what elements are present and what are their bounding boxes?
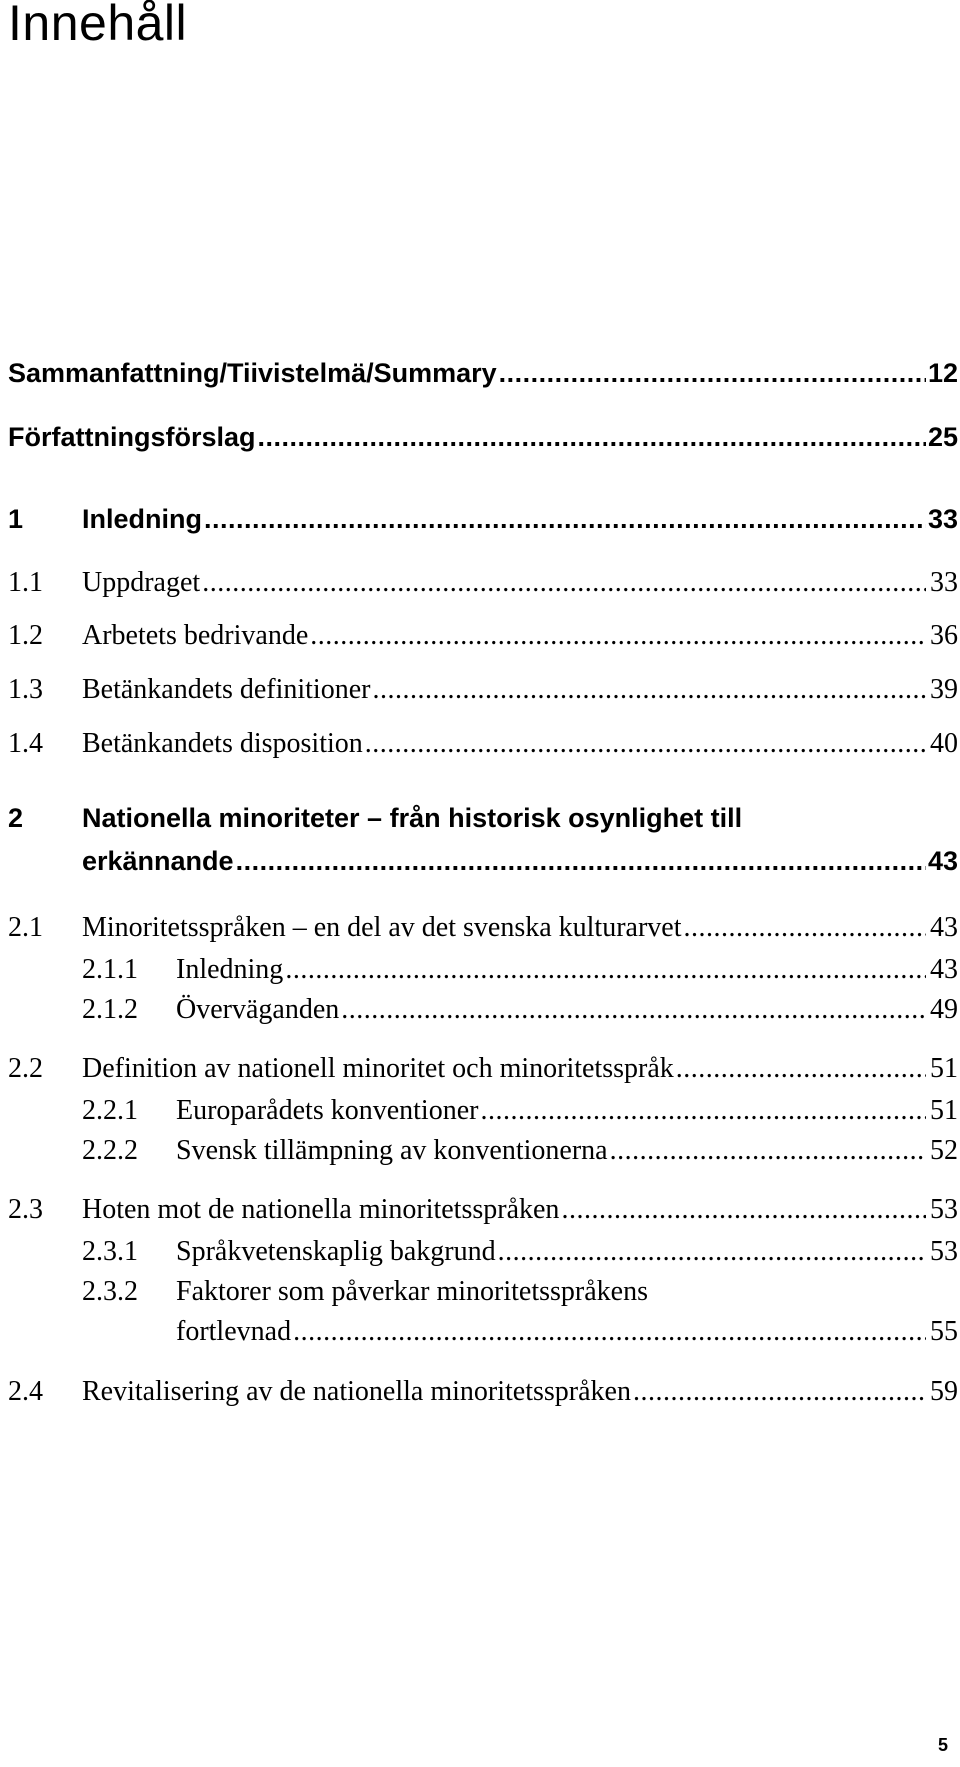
toc-entry-page: 53 [930, 1236, 958, 1267]
toc-entry-number: 1.3 [8, 674, 43, 705]
toc-entry-label: Sammanfattning/Tiivistelmä/Summary [8, 358, 497, 388]
toc-entry-label: Revitalisering av de nationella minoritetsspråken [82, 1376, 631, 1407]
toc-entry-page: 36 [930, 620, 958, 651]
toc-entry-page: 49 [930, 994, 958, 1025]
toc-entry-page: 55 [930, 1316, 958, 1347]
toc-entry-label-continuation: erkännande [82, 846, 234, 876]
toc-entry-number: 2.2.2 [82, 1135, 138, 1166]
toc-entry-2-3-2-continuation[interactable] [176, 1316, 958, 1360]
toc-entry-label: Minoritetsspråken – en del av det svenska kulturarvet [82, 912, 682, 943]
toc-leader-dots [480, 1095, 926, 1127]
toc-leader-dots [310, 620, 926, 652]
toc-entry-label: Definition av nationell minoritet och minoritetsspråk [82, 1053, 674, 1084]
toc-entry-page: 12 [927, 358, 958, 388]
toc-entry-page: 25 [927, 422, 958, 452]
toc-entry-number: 2.3 [8, 1194, 43, 1225]
toc-entry-1-3[interactable] [8, 674, 958, 718]
toc-leader-dots [236, 846, 926, 877]
toc-entry-number: 1.2 [8, 620, 43, 651]
toc-entry-number: 2.1.2 [82, 994, 138, 1025]
toc-entry-2-1-1[interactable] [82, 954, 958, 998]
toc-entry-label: Inledning [82, 504, 202, 534]
toc-entry-number: 2.1 [8, 912, 43, 943]
toc-entry-number: 1 [8, 504, 24, 534]
toc-entry-chapter-2[interactable] [8, 803, 958, 847]
toc-entry-2-3[interactable] [8, 1194, 958, 1238]
toc-entry-label: Europarådets konventioner [176, 1095, 479, 1126]
toc-entry-page: 33 [930, 567, 958, 598]
toc-leader-dots [610, 1135, 926, 1167]
toc-entry-label: Betänkandets definitioner [82, 674, 371, 705]
toc-entry-number: 2.3.2 [82, 1276, 138, 1307]
toc-entry-label-continuation: fortlevnad [176, 1316, 292, 1347]
toc-entry-2-3-2[interactable] [82, 1276, 958, 1320]
toc-entry-2-2-2[interactable] [82, 1135, 958, 1179]
toc-leader-dots [498, 1236, 926, 1268]
toc-entry-page: 59 [930, 1376, 958, 1407]
toc-leader-dots [341, 994, 926, 1026]
toc-entry-2-3-1[interactable] [82, 1236, 958, 1280]
toc-entry-number: 2.4 [8, 1376, 43, 1407]
page-number: 5 [937, 1735, 948, 1755]
toc-leader-dots [365, 728, 926, 760]
toc-entry-number: 2.3.1 [82, 1236, 138, 1267]
toc-entry-number: 2.2.1 [82, 1095, 138, 1126]
toc-entry-label: Språkvetenskaplig bakgrund [176, 1236, 496, 1267]
toc-entry-label: Svensk tillämpning av konventionerna [176, 1135, 608, 1166]
toc-entry-page: 39 [930, 674, 958, 705]
toc-leader-dots [684, 912, 927, 944]
toc-entry-page: 52 [930, 1135, 958, 1166]
toc-entry-page: 53 [930, 1194, 958, 1225]
toc-entry-1-4[interactable] [8, 728, 958, 772]
toc-entry-label: Hoten mot de nationella minoritetsspråken [82, 1194, 560, 1225]
toc-entry-2-2-1[interactable] [82, 1095, 958, 1139]
toc-entry-label: Nationella minoriteter – från historisk osynlighet till [82, 803, 743, 833]
toc-entry-page: 40 [930, 728, 958, 759]
toc-entry-page: 43 [930, 912, 958, 943]
toc-entry-page: 43 [930, 954, 958, 985]
toc-leader-dots [204, 504, 926, 535]
toc-entry-number: 1.4 [8, 728, 43, 759]
toc-entry-2-4[interactable] [8, 1376, 958, 1420]
toc-leader-dots [633, 1376, 926, 1408]
toc-leader-dots [561, 1194, 926, 1226]
toc-entry-page: 43 [927, 846, 958, 876]
toc-leader-dots [293, 1316, 926, 1348]
toc-entry-page: 51 [930, 1095, 958, 1126]
toc-entry-2-1-2[interactable] [82, 994, 958, 1038]
toc-entry-label: Författningsförslag [8, 422, 256, 452]
toc-entry-forfattningsforslag[interactable] [8, 422, 958, 466]
toc-entry-chapter-1[interactable] [8, 504, 958, 548]
toc-entry-page: 33 [927, 504, 958, 534]
toc-leader-dots [676, 1053, 926, 1085]
toc-entry-number: 1.1 [8, 567, 43, 598]
toc-leader-dots [258, 422, 926, 453]
toc-entry-2-2[interactable] [8, 1053, 958, 1097]
page-title: Innehåll [8, 0, 188, 51]
toc-leader-dots [372, 674, 926, 706]
toc-entry-2-1[interactable] [8, 912, 958, 956]
toc-entry-label: Uppdraget [82, 567, 201, 598]
toc-entry-1-2[interactable] [8, 620, 958, 664]
toc-leader-dots [499, 358, 926, 389]
toc-entry-chapter-2-continuation[interactable] [82, 846, 958, 890]
toc-leader-dots [285, 954, 926, 986]
toc-entry-1-1[interactable] [8, 567, 958, 611]
toc-entry-number: 2.2 [8, 1053, 43, 1084]
toc-leader-dots [202, 567, 926, 599]
toc-entry-number: 2 [8, 803, 24, 833]
toc-entry-number: 2.1.1 [82, 954, 138, 985]
toc-entry-label: Arbetets bedrivande [82, 620, 309, 651]
toc-entry-label: Betänkandets disposition [82, 728, 363, 759]
toc-entry-label: Överväganden [176, 994, 340, 1025]
toc-entry-label: Faktorer som påverkar minoritetsspråkens [176, 1276, 648, 1307]
toc-entry-page: 51 [930, 1053, 958, 1084]
toc-entry-label: Inledning [176, 954, 284, 985]
toc-entry-summary[interactable] [8, 358, 958, 402]
